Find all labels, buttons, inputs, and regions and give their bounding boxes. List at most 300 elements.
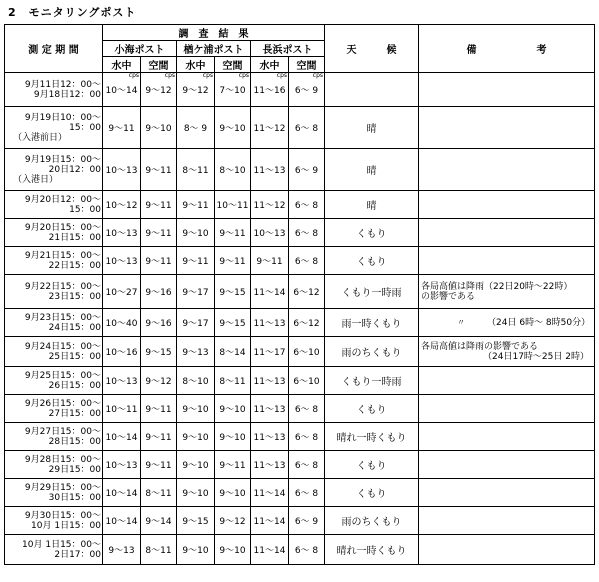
table-row — [5, 107, 595, 149]
value-text: 6～ 8 — [294, 229, 319, 239]
weather-cell: くもり — [325, 479, 419, 507]
value-cell — [141, 247, 177, 275]
value-text: 11～13 — [253, 405, 286, 415]
value-cell — [215, 107, 251, 149]
value-cell — [215, 535, 251, 565]
unit-label: cps — [202, 72, 213, 79]
value-cell — [177, 149, 215, 191]
remark-line: 各局高値は降雨の影響である — [421, 341, 539, 352]
value-cell — [141, 367, 177, 395]
value-cell — [103, 395, 141, 423]
table-row — [5, 395, 595, 423]
value-text: 11～13 — [253, 166, 286, 176]
value-text: 9～11 — [145, 201, 172, 211]
weather-cell: くもり — [325, 451, 419, 479]
value-cell — [289, 309, 325, 337]
value-cell — [141, 149, 177, 191]
value-text: 6～ 8 — [294, 124, 319, 134]
period-line: 28日15：00 — [48, 436, 101, 447]
value-text: 6～12 — [293, 319, 320, 329]
value-cell — [251, 219, 289, 247]
remark-line: の影響である — [421, 291, 476, 302]
table-row — [5, 479, 595, 507]
period-line: 9月18日12：00 — [33, 89, 101, 100]
remark-cell — [419, 247, 595, 275]
weather-cell: くもり一時雨 — [325, 367, 419, 395]
value-text: 11～16 — [253, 86, 286, 96]
header-post-nagahama: 長浜ポスト — [251, 41, 325, 57]
value-text: 9～11 — [145, 461, 172, 471]
table-row — [5, 149, 595, 191]
value-cell — [215, 73, 251, 107]
value-text: 9～11 — [256, 257, 283, 267]
value-cell — [103, 275, 141, 309]
value-text: 9～10 — [219, 489, 246, 499]
weather-cell: 晴 — [325, 149, 419, 191]
value-text: 6～ 8 — [294, 257, 319, 267]
table-row — [5, 367, 595, 395]
period-note: （入港日） — [13, 174, 59, 185]
remark-cell — [419, 73, 595, 107]
period-line: 9月19日15：00～ — [24, 154, 101, 165]
value-text: 10～14 — [105, 489, 138, 499]
period-line: 9月24日15：00～ — [24, 341, 101, 352]
value-cell — [289, 423, 325, 451]
weather-cell: くもり — [325, 219, 419, 247]
value-cell — [251, 535, 289, 565]
value-text: 9～15 — [219, 319, 246, 329]
weather-cell: くもり — [325, 395, 419, 423]
value-text: 10～13 — [253, 229, 286, 239]
weather-cell: 晴 — [325, 107, 419, 149]
period-line: 26日15：00 — [48, 380, 101, 391]
period-cell — [5, 367, 103, 395]
remark-line: 各局高値は降雨（22日20時～22時） — [421, 281, 573, 292]
table-row — [5, 507, 595, 535]
value-cell — [177, 191, 215, 219]
header-air: 空間 — [141, 57, 177, 73]
value-text: 8～10 — [182, 377, 209, 387]
value-cell — [251, 149, 289, 191]
value-cell — [215, 337, 251, 367]
value-cell — [215, 507, 251, 535]
value-cell — [103, 73, 141, 107]
period-line: 15：00 — [69, 204, 101, 215]
value-text: 9～10 — [182, 461, 209, 471]
value-cell — [215, 219, 251, 247]
period-cell — [5, 423, 103, 451]
value-text: 11～13 — [253, 461, 286, 471]
period-line: 9月27日15：00～ — [24, 426, 101, 437]
value-cell — [177, 367, 215, 395]
value-cell — [103, 367, 141, 395]
value-text: 9～10 — [182, 546, 209, 556]
value-cell — [177, 219, 215, 247]
value-cell — [177, 507, 215, 535]
header-post-naragaura: 楢ケ浦ポスト — [177, 41, 251, 57]
value-text: 9～10 — [182, 405, 209, 415]
weather-cell — [325, 73, 419, 107]
value-text: 9～11 — [145, 405, 172, 415]
value-text: 8～11 — [219, 377, 246, 387]
value-text: 11～12 — [253, 201, 286, 211]
period-cell — [5, 275, 103, 309]
value-cell — [103, 535, 141, 565]
value-cell — [103, 507, 141, 535]
period-line: 9月25日15：00～ — [24, 370, 101, 381]
value-cell — [289, 73, 325, 107]
period-cell — [5, 507, 103, 535]
value-text: 10～14 — [105, 86, 138, 96]
period-line: 9月29日15：00～ — [24, 482, 101, 493]
value-cell — [251, 367, 289, 395]
value-cell — [251, 451, 289, 479]
remark-cell — [419, 337, 595, 367]
value-cell — [289, 395, 325, 423]
value-text: 11～12 — [253, 124, 286, 134]
value-text: 10～40 — [105, 319, 138, 329]
value-cell — [251, 107, 289, 149]
table-row — [5, 247, 595, 275]
value-text: 10～13 — [105, 166, 138, 176]
weather-cell: 晴 — [325, 191, 419, 219]
value-text: 8～11 — [182, 166, 209, 176]
value-cell — [177, 275, 215, 309]
period-line: 15：00 — [69, 122, 101, 133]
value-text: 6～10 — [293, 377, 320, 387]
value-cell — [141, 275, 177, 309]
value-text: 9～10 — [182, 433, 209, 443]
value-cell — [289, 367, 325, 395]
value-cell — [103, 309, 141, 337]
value-cell — [177, 337, 215, 367]
value-text: 9～12 — [145, 86, 172, 96]
value-text: 6～10 — [293, 348, 320, 358]
period-cell — [5, 219, 103, 247]
value-text: 11～17 — [253, 348, 286, 358]
period-line: 9月20日12：00～ — [24, 194, 101, 205]
value-text: 9～11 — [219, 461, 246, 471]
value-cell — [215, 309, 251, 337]
unit-label: cps — [238, 72, 249, 79]
header-underwater: 水中 — [103, 57, 141, 73]
period-line: 20日12：00 — [48, 164, 101, 175]
value-text: 9～16 — [145, 288, 172, 298]
period-note: （入港前日） — [13, 132, 68, 143]
value-cell — [251, 73, 289, 107]
value-text: 9～11 — [145, 257, 172, 267]
header-remarks: 備 考 — [419, 25, 595, 73]
unit-label: cps — [128, 72, 139, 79]
table-row — [5, 309, 595, 337]
table-row — [5, 535, 595, 565]
value-text: 9～11 — [145, 166, 172, 176]
header-underwater: 水中 — [251, 57, 289, 73]
value-text: 9～10 — [219, 546, 246, 556]
period-line: 21日15：00 — [48, 232, 101, 243]
section-title: 2 モニタリングポスト — [8, 6, 137, 19]
value-cell — [103, 247, 141, 275]
value-cell — [141, 507, 177, 535]
period-cell — [5, 73, 103, 107]
value-cell — [251, 395, 289, 423]
value-cell — [103, 149, 141, 191]
value-text: 11～13 — [253, 319, 286, 329]
value-cell — [251, 309, 289, 337]
value-cell — [177, 423, 215, 451]
value-text: 9～10 — [145, 124, 172, 134]
value-text: 11～14 — [253, 288, 286, 298]
period-line: 9月30日15：00～ — [24, 510, 101, 521]
value-text: 9～15 — [219, 288, 246, 298]
value-cell — [215, 367, 251, 395]
period-line: 9月28日15：00～ — [24, 454, 101, 465]
value-cell — [141, 337, 177, 367]
value-cell — [289, 535, 325, 565]
table-row — [5, 451, 595, 479]
value-text: 6～ 8 — [294, 489, 319, 499]
value-cell — [215, 423, 251, 451]
value-cell — [177, 107, 215, 149]
period-line: 9月26日15：00～ — [24, 398, 101, 409]
value-text: 9～17 — [182, 319, 209, 329]
value-text: 10～13 — [105, 377, 138, 387]
header-air: 空間 — [289, 57, 325, 73]
period-cell — [5, 309, 103, 337]
remark-cell — [419, 219, 595, 247]
value-text: 9～13 — [182, 348, 209, 358]
value-cell — [215, 479, 251, 507]
remark-cell — [419, 309, 595, 337]
value-cell — [177, 535, 215, 565]
value-text: 10～11 — [105, 405, 138, 415]
period-line: 23日15：00 — [48, 291, 101, 302]
value-text: 9～16 — [145, 319, 172, 329]
value-cell — [215, 247, 251, 275]
period-line: 29日15：00 — [48, 464, 101, 475]
value-text: 10～14 — [105, 433, 138, 443]
ditto-mark: 〃 — [457, 317, 466, 327]
value-cell — [103, 191, 141, 219]
value-cell — [289, 149, 325, 191]
remark-cell — [419, 423, 595, 451]
value-cell — [289, 337, 325, 367]
value-cell — [289, 479, 325, 507]
value-cell — [177, 247, 215, 275]
value-cell — [141, 535, 177, 565]
value-cell — [289, 219, 325, 247]
table-row — [5, 191, 595, 219]
value-cell — [215, 149, 251, 191]
weather-cell: くもり一時雨 — [325, 275, 419, 309]
value-cell — [251, 423, 289, 451]
period-line: 10月 1日15：00～ — [22, 539, 101, 550]
header-results: 調 査 結 果 — [103, 25, 325, 41]
value-cell — [103, 219, 141, 247]
value-cell — [103, 423, 141, 451]
value-text: 9～14 — [145, 517, 172, 527]
value-text: 6～ 9 — [294, 517, 319, 527]
value-cell — [215, 191, 251, 219]
value-text: 6～ 8 — [294, 546, 319, 556]
period-line: 9月11日12：00～ — [24, 79, 101, 90]
value-text: 9～11 — [182, 257, 209, 267]
remark-cell — [419, 275, 595, 309]
value-cell — [141, 451, 177, 479]
value-text: 9～15 — [182, 517, 209, 527]
period-line: 22日15：00 — [48, 260, 101, 271]
value-cell — [251, 247, 289, 275]
value-cell — [103, 337, 141, 367]
value-cell — [103, 107, 141, 149]
value-text: 11～14 — [253, 489, 286, 499]
value-cell — [289, 451, 325, 479]
value-text: 10～14 — [105, 517, 138, 527]
period-line: 25日15：00 — [48, 351, 101, 362]
weather-cell: 雨一時くもり — [325, 309, 419, 337]
value-text: 11～14 — [253, 546, 286, 556]
value-text: 9～11 — [145, 229, 172, 239]
period-line: 9月23日15：00～ — [24, 312, 101, 323]
table-row — [5, 219, 595, 247]
value-cell — [215, 395, 251, 423]
value-cell — [103, 451, 141, 479]
value-text: 9～12 — [145, 377, 172, 387]
value-cell — [289, 247, 325, 275]
remark-cell — [419, 479, 595, 507]
header-period: 測 定 期 間 — [5, 25, 103, 73]
header-post-koumi: 小海ポスト — [103, 41, 177, 57]
value-text: 10～13 — [105, 229, 138, 239]
period-cell — [5, 191, 103, 219]
value-text: 9～11 — [219, 229, 246, 239]
value-cell — [177, 451, 215, 479]
value-cell — [177, 479, 215, 507]
table-row — [5, 423, 595, 451]
remark-cell — [419, 395, 595, 423]
unit-label: cps — [276, 72, 287, 79]
weather-cell: くもり — [325, 247, 419, 275]
weather-cell: 雨のちくもり — [325, 507, 419, 535]
unit-label: cps — [312, 72, 324, 79]
value-cell — [289, 191, 325, 219]
value-cell — [177, 395, 215, 423]
remark-line: （24日 6時～ 8時50分） — [487, 317, 591, 328]
period-line: 9月19日10：00～ — [24, 112, 101, 123]
value-text: 6～ 8 — [294, 461, 319, 471]
period-line: 24日15：00 — [48, 322, 101, 333]
value-cell — [141, 479, 177, 507]
weather-cell: 晴れ一時くもり — [325, 423, 419, 451]
value-cell — [251, 191, 289, 219]
value-cell — [141, 219, 177, 247]
value-text: 11～14 — [253, 517, 286, 527]
value-text: 6～12 — [293, 288, 320, 298]
value-cell — [251, 507, 289, 535]
value-text: 8～10 — [219, 166, 246, 176]
value-cell — [215, 451, 251, 479]
value-cell — [251, 337, 289, 367]
period-line: 9月22日15：00～ — [24, 281, 101, 292]
header-air: 空間 — [215, 57, 251, 73]
value-cell — [177, 73, 215, 107]
value-text: 6～ 9 — [294, 86, 319, 96]
remark-line: （24日17時～25日 2時） — [483, 351, 589, 362]
period-cell — [5, 107, 103, 149]
value-text: 8～11 — [145, 489, 172, 499]
period-cell — [5, 337, 103, 367]
value-cell — [103, 479, 141, 507]
period-line: 30日15：00 — [48, 492, 101, 503]
period-line: 9月20日15：00～ — [24, 222, 101, 233]
value-text: 7～10 — [219, 86, 246, 96]
value-text: 9～10 — [219, 433, 246, 443]
value-text: 9～12 — [182, 86, 209, 96]
remark-cell — [419, 149, 595, 191]
value-text: 10～12 — [105, 201, 138, 211]
value-cell — [141, 191, 177, 219]
value-text: 9～11 — [108, 124, 135, 134]
value-text: 9～11 — [182, 201, 209, 211]
period-cell — [5, 479, 103, 507]
value-text: 6～ 9 — [294, 166, 319, 176]
value-text: 9～12 — [219, 517, 246, 527]
value-cell — [141, 423, 177, 451]
value-text: 10～27 — [105, 288, 138, 298]
period-cell — [5, 535, 103, 565]
value-cell — [141, 107, 177, 149]
value-cell — [141, 73, 177, 107]
value-cell — [251, 275, 289, 309]
value-cell — [141, 309, 177, 337]
remark-cell — [419, 191, 595, 219]
header-weather: 天 候 — [325, 25, 419, 73]
value-text: 9～13 — [108, 546, 135, 556]
value-text: 9～10 — [219, 405, 246, 415]
weather-cell: 晴れ一時くもり — [325, 535, 419, 565]
value-cell — [141, 395, 177, 423]
value-text: 9～10 — [182, 489, 209, 499]
value-cell — [289, 507, 325, 535]
period-cell — [5, 395, 103, 423]
monitoring-post-table — [4, 24, 595, 565]
weather-cell: 雨のちくもり — [325, 337, 419, 367]
period-cell — [5, 451, 103, 479]
value-text: 9～11 — [145, 433, 172, 443]
value-text: 10～13 — [105, 257, 138, 267]
table-row — [5, 275, 595, 309]
remark-cell — [419, 451, 595, 479]
value-text: 10～11 — [216, 201, 249, 211]
value-text: 10～16 — [105, 348, 138, 358]
value-cell — [177, 309, 215, 337]
value-text: 11～13 — [253, 377, 286, 387]
value-text: 8～14 — [219, 348, 246, 358]
remark-cell — [419, 507, 595, 535]
period-cell — [5, 149, 103, 191]
value-text: 9～10 — [182, 229, 209, 239]
unit-label: cps — [164, 72, 175, 79]
period-line: 2日17：00 — [54, 549, 101, 560]
value-text: 8～11 — [145, 546, 172, 556]
period-cell — [5, 247, 103, 275]
table-row — [5, 73, 595, 107]
value-text: 8～ 9 — [183, 124, 208, 134]
period-line: 27日15：00 — [48, 408, 101, 419]
value-text: 6～ 8 — [294, 433, 319, 443]
table-row — [5, 337, 595, 367]
value-text: 6～ 8 — [294, 405, 319, 415]
